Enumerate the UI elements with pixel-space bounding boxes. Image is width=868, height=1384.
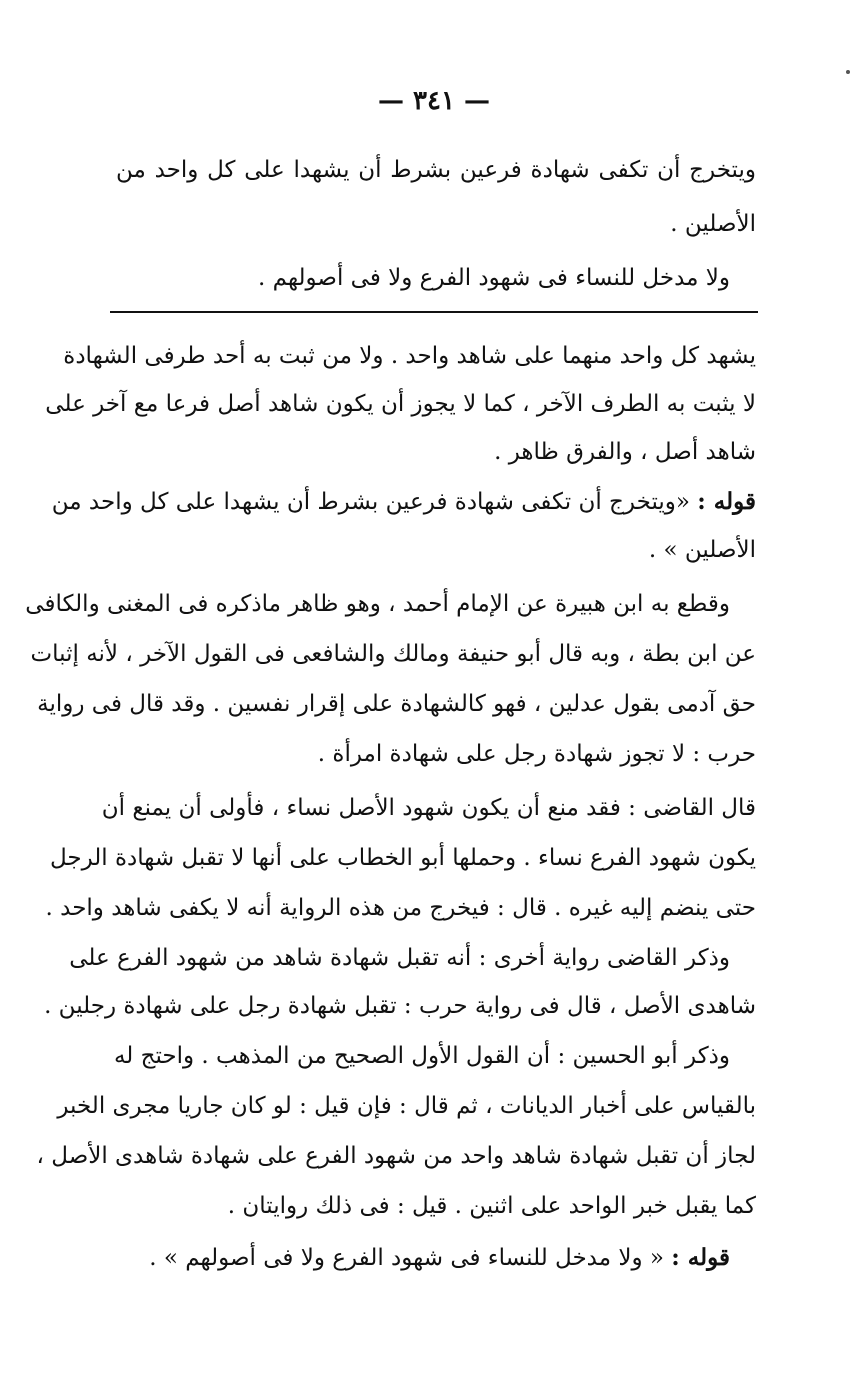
matn-line-2: الأصلين . (670, 211, 756, 237)
sharh-line-1: يشهد كل واحد منهما على شاهد واحد . ولا من ثبت به أحد طرفى الشهادة (63, 343, 756, 369)
qawluhu-2-line (116, 1238, 756, 1278)
qawluhu-1-line-1 (51, 482, 756, 522)
para-1-line-4: حرب : لا تجوز شهادة رجل على شهادة امرأة . (317, 741, 756, 767)
para-3-line-2: شاهدى الأصل ، قال فى رواية حرب : تقبل شهادة رجل على شهادة رجلين . (44, 993, 756, 1019)
para-2-line-3: حتى ينضم إليه غيره . قال : فيخرج من هذه الرواية أنه لا يكفى شاهد واحد . (45, 895, 756, 921)
para-2-line-1: قال القاضى : فقد منع أن يكون شهود الأصل نساء ، فأولى أن يمنع أن (101, 795, 756, 821)
para-4-line-4: كما يقبل خبر الواحد على اثنين . قيل : فى ذلك روايتان . (227, 1193, 756, 1219)
sharh-line-2: لا يثبت به الطرف الآخر ، كما لا يجوز أن يكون شاهد أصل فرعا مع آخر على (45, 391, 756, 417)
matn-line-3: ولا مدخل للنساء فى شهود الفرع ولا فى أصولهم . (258, 265, 730, 291)
para-1-line-1: وقطع به ابن هبيرة عن الإمام أحمد ، وهو ظاهر ماذكره فى المغنى والكافى (25, 591, 730, 617)
para-1-line-3: حق آدمى بقول عدلين ، فهو كالشهادة على إقرار نفسين . وقد قال فى رواية (37, 691, 756, 717)
qawluhu-1-keyword: قوله : (697, 488, 756, 515)
para-2-line-2: يكون شهود الفرع نساء . وحملها أبو الخطاب على أنها لا تقبل شهادة الرجل (49, 845, 756, 871)
qawluhu-1-line-2: الأصلين » . (648, 537, 756, 563)
sharh-line-3: شاهد أصل ، والفرق ظاهر . (494, 439, 756, 465)
matn-line-1: ويتخرج أن تكفى شهادة فرعين بشرط أن يشهدا على كل واحد من (116, 157, 756, 183)
scan-speck (846, 70, 850, 74)
page-number: — ٣٤١ — (377, 86, 491, 116)
para-4-line-3: لجاز أن تقبل شهادة شاهد واحد من شهود الفرع على شهادة شاهدى الأصل ، (36, 1143, 756, 1169)
para-3-line-1: وذكر القاضى رواية أخرى : أنه تقبل شهادة شاهد من شهود الفرع على (69, 945, 730, 971)
para-4-line-1: وذكر أبو الحسين : أن القول الأول الصحيح من المذهب . واحتج له (113, 1043, 730, 1069)
qawluhu-1-text: «ويتخرج أن تكفى شهادة فرعين بشرط أن يشهدا على كل واحد من (51, 489, 690, 515)
para-1-line-2: عن ابن بطة ، وبه قال أبو حنيفة ومالك والشافعى فى القول الآخر ، لأنه إثبات (30, 641, 756, 667)
para-4-line-2: بالقياس على أخبار الديانات ، ثم قال : فإن قيل : لو كان جاريا مجرى الخبر (57, 1093, 756, 1119)
separator-rule (110, 311, 758, 313)
qawluhu-2-text: « ولا مدخل للنساء فى شهود الفرع ولا فى أصولهم » . (149, 1245, 664, 1271)
qawluhu-2-keyword: قوله : (671, 1244, 730, 1271)
